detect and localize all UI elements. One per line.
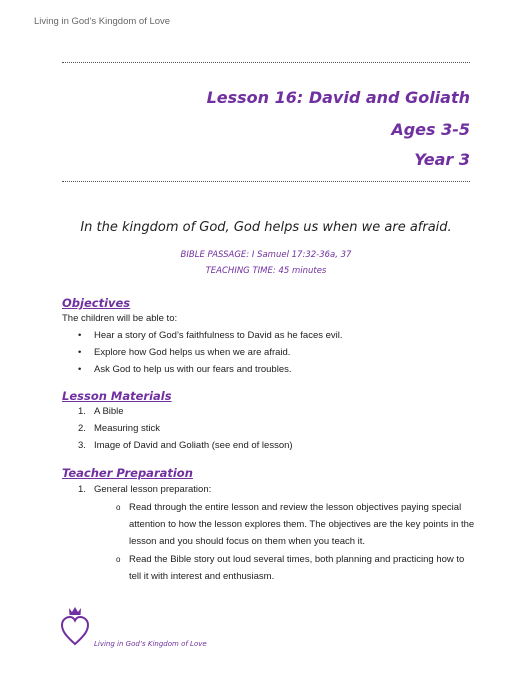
preparation-sub-item: o Read through the entire lesson and review the lesson objectives paying special attention to how the lesson explores them. The objectives are the key points in the lesson and you should focus on them when you teach it.: [116, 499, 476, 550]
crown-heart-logo-icon: [60, 606, 90, 648]
teaching-time: TEACHING TIME: 45 minutes: [205, 266, 327, 276]
material-item: 1. A Bible: [78, 406, 124, 417]
bullet-icon: •: [78, 330, 82, 341]
objective-item: • Hear a story of God’s faithfulness to David as he faces evil.: [78, 330, 343, 341]
footer-text: Living in God’s Kingdom of Love: [94, 640, 207, 648]
material-item: 3. Image of David and Goliath (see end of lesson): [78, 440, 293, 451]
objective-item: • Ask God to help us with our fears and troubles.: [78, 364, 292, 375]
lesson-theme: In the kingdom of God, God helps us when we are afraid.: [80, 220, 452, 235]
preparation-item: 1. General lesson preparation:: [78, 484, 212, 495]
material-item: 2. Measuring stick: [78, 423, 160, 434]
materials-heading: Lesson Materials: [62, 389, 172, 403]
objectives-intro: The children will be able to:: [62, 313, 178, 324]
lesson-title: Lesson 16: David and Goliath: [206, 88, 470, 107]
running-header: Living in God’s Kingdom of Love: [34, 16, 171, 27]
lesson-ages: Ages 3-5: [391, 120, 470, 139]
top-divider: [62, 62, 470, 63]
title-divider: [62, 181, 470, 182]
objectives-heading: Objectives: [62, 296, 131, 310]
lesson-year: Year 3: [414, 150, 470, 169]
circle-bullet-icon: o: [116, 503, 121, 512]
bible-passage: BIBLE PASSAGE: I Samuel 17:32-36a, 37: [180, 250, 352, 260]
preparation-sub-item: o Read the Bible story out loud several times, both planning and practicing how to tell it with interest and enthusiasm.: [116, 551, 476, 585]
preparation-heading: Teacher Preparation: [62, 466, 193, 480]
objective-item: • Explore how God helps us when we are afraid.: [78, 347, 291, 358]
circle-bullet-icon: o: [116, 555, 121, 564]
bullet-icon: •: [78, 347, 82, 358]
bullet-icon: •: [78, 364, 82, 375]
